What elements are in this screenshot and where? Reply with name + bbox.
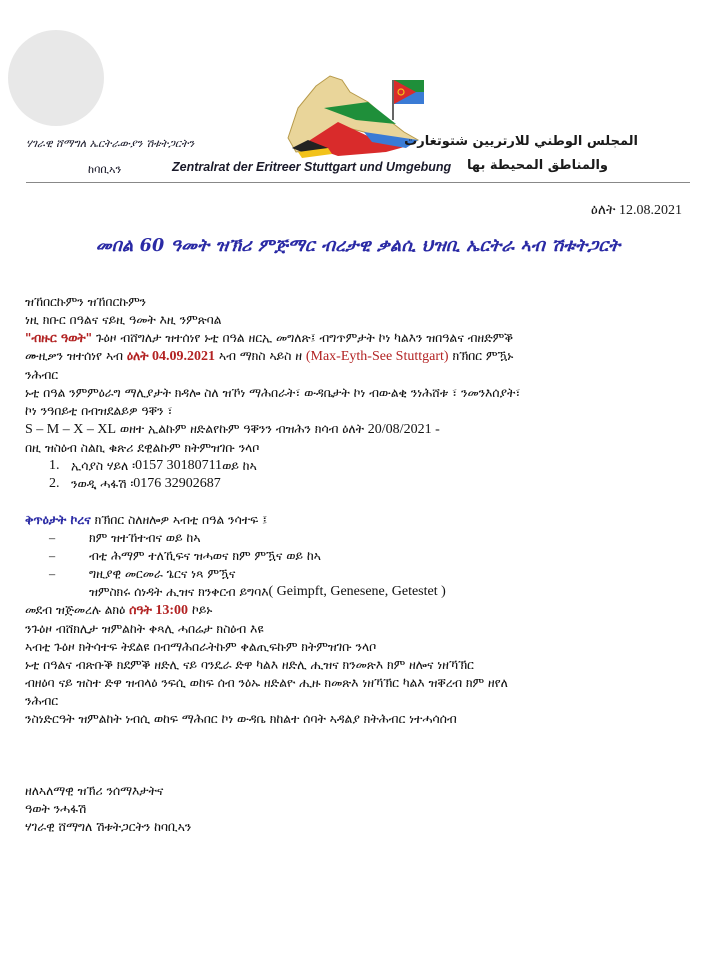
- greeting-line-1: ዝኸበርኩምን ዝኸበርኩምን: [25, 295, 147, 309]
- greeting-line-2: ነዚ ክቡር በዓልና ናይዚ ዓመት እዚ ንምጽባል: [25, 313, 222, 327]
- contact-phone: 0176 32902687: [133, 476, 221, 491]
- list-item: – ግዚያዊ መርመራ ጌርና ነጻ ምዃና: [49, 567, 236, 581]
- start-time-label: ሰዓት: [129, 603, 152, 617]
- header-divider: [26, 182, 690, 183]
- body-line: ብዘዕባ ናይ ዝስተ ድዋ ዝብላዕ ንፍሲ ወከፍ ሰብ ንዕኡ ዘድልዮ ሒዙ ክመጽእ ነዘኻኽር ካልእ ዝቐረብ ክም ዘየለ: [25, 676, 508, 690]
- covid-rules-heading: ቅጥዕታት ኮረና ክኽበር ስለዘሎዎ ኣብቲ በዓል ንሳተፍ ፤: [25, 513, 268, 527]
- letter-date: [591, 203, 682, 219]
- event-date-label: ዕለት: [126, 349, 149, 363]
- paragraph-1-line-2: ሙዚቃን ዝተሰነየ ኣብ ዕለት 04.09.2021 ኣብ ማክስ ኣይስ ዘ (Max-Eyth-See Stuttgart) ክኽበር ምዃኑ: [25, 349, 514, 364]
- sizes-line: S – M – X – XL ወዘተ ኢልኩም ዘድልየኩም ዓቐንን ብዝሕን ክሳብ ዕለት 20/08/2021 -: [25, 422, 440, 437]
- start-time: 13:00: [151, 603, 189, 618]
- header-german: Zentralrat der Eritreer Stuttgart und Umgebung: [172, 160, 452, 174]
- date-label: ዕለት: [590, 203, 616, 218]
- header-arabic-top: المجلس الوطني للارتريين شتوتغارت: [404, 134, 638, 149]
- eritrea-map-flag-logo: [268, 68, 428, 164]
- closing-line-3: ሃገራዊ ሸማግለ ሽቱትጋርትን ከባቢኣን: [25, 820, 192, 834]
- closing-line-2: ዓወት ንሓፋሽ: [25, 802, 87, 816]
- body-line: ኑቲ በዓልና ብጽቡቕ ክደምቕ ዘድሊ ናይ ባንዴራ ድዋ ካልእ ዘድሊ ሒዝና ክንመጽእ ክም ዘሎና ነዘኻኽር: [25, 658, 474, 672]
- event-date: 04.09.2021: [148, 349, 215, 364]
- start-time-line: መደብ ዝጅመረሉ ልክዕ ሰዓት 13:00 ኮይኑ: [25, 603, 213, 618]
- closing-line-1: ዘለኣለማዊ ዝኽሪ ንሰማእታትና: [25, 784, 164, 798]
- sizes-list: S – M – X – XL: [25, 422, 117, 437]
- list-item: – ክም ዝተኸተብና ወይ ከኣ: [49, 531, 201, 545]
- contact-phone: 0157 30180711: [135, 458, 223, 473]
- body-line: ንስነድርዓት ዝምልከት ነብሲ ወከፍ ማሕበር ኮነ ውዳቤ ክከልተ ሰባት ኣዳልያ ክትሕብር ነተሓሳሰብ: [25, 712, 457, 726]
- list-item: 2. ንወዲ ሓፋሽ ፡ 0176 32902687: [49, 476, 221, 491]
- body-line: ኣብቲ ጉዕዞ ክትሳተፍ ትደልዩ በብማሕበራትኩም ቀልጢፍኩም ክትምዝገቡ ንላቦ: [25, 640, 377, 654]
- header-tigrinya-top: ሃገራዊ ሸማግለ ኤርትራውያን ሽቱትጋርትን: [26, 137, 195, 150]
- paragraph-2-line-2: ኮነ ንዓበይቲ በብዝደልይዎ ዓቐን ፣: [25, 404, 173, 418]
- covid-rules-list: [25, 529, 695, 601]
- document-title: መበል 60 ዓመት ዝኽሪ ምጅማር ብረታዊ ቃልሲ ህዝቢ ኤርትራ ኣብ ሽቱትጋርት: [95, 236, 621, 256]
- quote-text: "ብዙር ዓወት": [25, 331, 93, 345]
- body-line: ንጉዕዞ ብሸክሊታ ዝምልከት ቀጻሊ ሓበሬታ ክስዕብ እዩ: [25, 622, 264, 636]
- list-item: – ብቲ ሕማም ተለኺፍና ዝሓወና ክም ምዃና ወይ ከኣ: [49, 549, 321, 563]
- body-line: ንሕብር: [25, 694, 59, 708]
- contact-list: [25, 457, 695, 493]
- header-arabic-bottom: والمناطق المحيطة بها: [467, 158, 608, 173]
- list-item: 1. ኢሳያስ ሃይለ ፡ 0157 30180711 ወይ ከኣ: [49, 458, 257, 473]
- covid-rules-title: ቅጥዕታት ኮረና: [25, 513, 91, 527]
- paragraph-2-line-1: ኑቲ በዓል ንምምዕራግ ማሊያታት ክዳሎ ስለ ዝኾነ ማሕበራት፣ ውዳቤታት ኮነ ብውልቂ ንነሕሸቱ ፣ ንመንእሰያት፣: [25, 386, 521, 400]
- corner-circle-decoration: [8, 30, 104, 126]
- sizes-deadline: 20/08/2021: [367, 422, 432, 437]
- paragraph-1-line-1: "ብዙር ዓወት" ጉዕዞ ብሸግለታ ዝተሰነየ ኑቲ በዓል ዘርኢ መግለጽ፤ ብግጥምታት ኮነ ካልእን ዝበዓልና ብዘድምቕ: [25, 331, 513, 345]
- header-tigrinya-bottom: ከባቢኣን: [88, 163, 122, 176]
- letter-body: [25, 293, 695, 836]
- contact-intro: በዚ ዝስዕብ ስልኪ ቁጽሪ ደዊልኩም ክትምዝገቡ ንላቦ: [25, 441, 260, 455]
- date-value: 12.08.2021: [619, 203, 682, 218]
- event-venue: (Max-Eyth-See Stuttgart): [305, 349, 449, 364]
- rules-note: ዝምስክሩ ሰነዳት ሒዝና ክንቀርብ ይግባእ ( Geimpft, Genesene, Getestet ): [89, 584, 446, 599]
- paragraph-1-line-3: ንሕብር: [25, 368, 59, 382]
